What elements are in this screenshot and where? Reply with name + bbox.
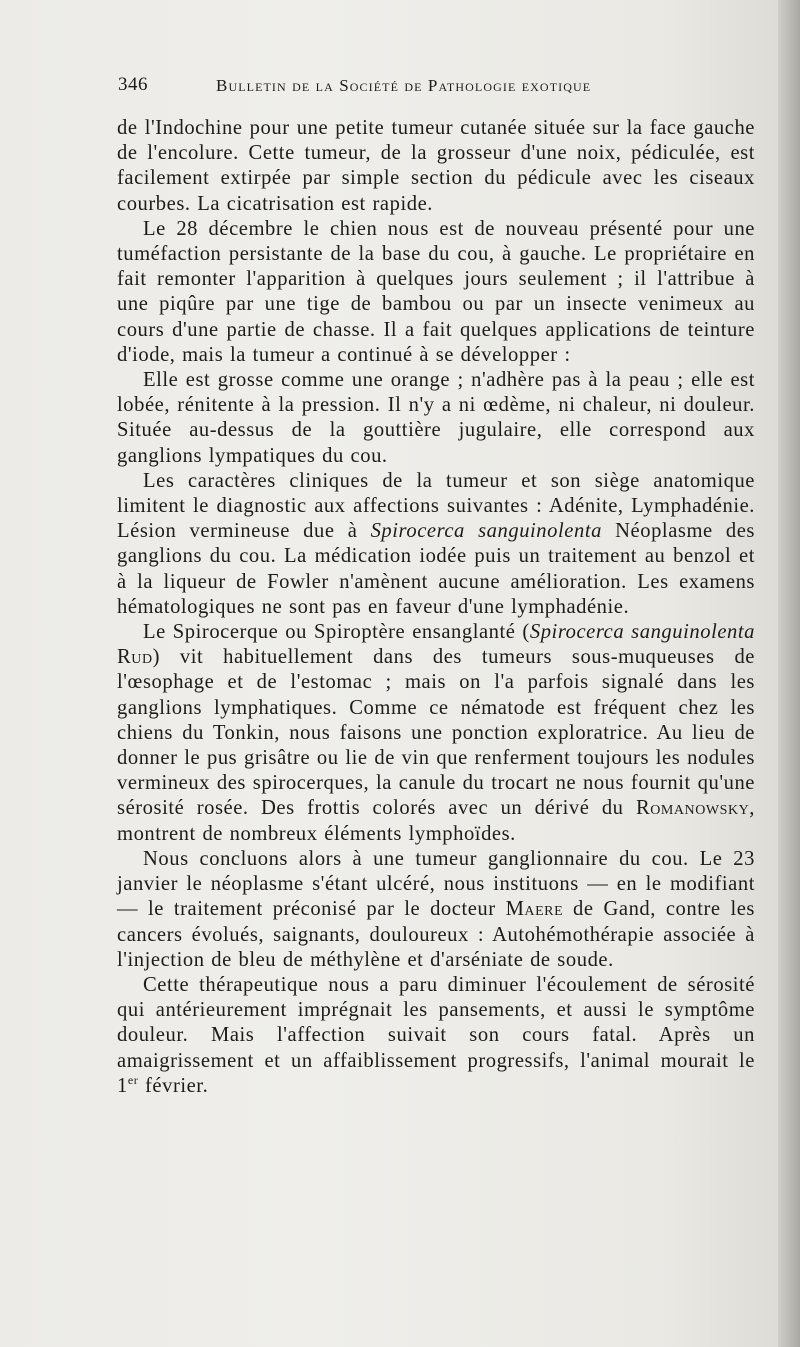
paragraph-4: [117, 469, 755, 620]
species-name: Spirocerca sanguinolenta: [370, 520, 602, 543]
page-number: 346: [118, 74, 148, 95]
paragraph-text: Néoplasme des ganglions du cou. La médication iodée puis un traitement au benzol et à la liqueur de Fowler n'amènent aucune amélioration. Les examens hématologiques ne sont pas en faveur d'une lymphadénie.: [117, 520, 755, 618]
paragraph-3: [117, 368, 755, 469]
paragraph-text: ) vit habituellement dans des tumeurs sous-muqueuses de l'œsophage et de l'estomac ; mais on l'a parfois signalé dans les ganglions lymphatiques. Comme ce nématode est fréquent chez les chiens du Tonkin, nous faisons une ponction exploratrice. Au lieu de donner le pus grisâtre ou lie de vin que renferment toujours les nodules vermineux des spirocerques, la canule du trocart ne nous fournit qu'une sérosité rosée. Des frottis colorés avec un dérivé du: [117, 646, 755, 820]
paragraph-2: [117, 217, 755, 368]
paragraph-7: [117, 973, 755, 1099]
paragraph-text: Les caractères cliniques de la tumeur et son siège anatomique limitent le diagnostic aux affections suivantes : Adénite, Lymphadénie. Lésion vermineuse due à: [117, 469, 755, 543]
paragraph-6: [117, 847, 755, 973]
ordinal-suffix: er: [127, 1072, 139, 1087]
paragraph-text: de Gand, contre les cancers évolués, saignants, douloureux : Autohémothérapie associée à l'injection de bleu de méthylène et d'arséniate de soude.: [117, 898, 755, 971]
article-body: [117, 116, 755, 1099]
paragraph-text: , montrent de nombreux éléments lymphoïdes.: [117, 797, 755, 845]
paragraph-text: de l'Indochine pour une petite tumeur cutanée située sur la face gauche de l'encolure. Cette tumeur, de la grosseur d'une noix, pédiculée, est facilement extirpée par simple section du pédicule avec les ciseaux courbes. La cicatrisation est rapide.: [117, 117, 755, 215]
paragraph-text: Le Spirocerque ou Spiroptère ensanglanté (: [143, 621, 530, 644]
page-edge: [778, 0, 800, 1347]
paragraph-text: février.: [138, 1074, 209, 1097]
paragraph-text: Nous concluons alors à une tumeur ganglionnaire du cou. Le 23 janvier le néoplasme s'étant ulcéré, nous instituons — en le modifiant — le traitement préconisé par le docteur: [117, 847, 755, 921]
running-head: Bulletin de la Société de Pathologie exotique: [216, 76, 592, 95]
person-name: Romanowsky: [635, 797, 750, 820]
author-name: Rud: [117, 646, 153, 669]
paragraph-5: [117, 620, 755, 847]
species-name: Spirocerca sanguinolenta: [529, 621, 756, 644]
paragraph-1: [117, 116, 755, 217]
paragraph-text: Elle est grosse comme une orange ; n'adhère pas à la peau ; elle est lobée, rénitente à la pression. Il n'y a ni œdème, ni chaleur, ni douleur. Située au-dessus de la gouttière jugulaire, elle correspond aux ganglions lympatiques du cou.: [117, 369, 755, 467]
page-header: [118, 74, 758, 100]
person-name: Maere: [505, 898, 564, 921]
paragraph-text: Cette thérapeutique nous a paru diminuer l'écoulement de sérosité qui antérieurement imprégnait les pansements, et aussi le symptôme douleur. Mais l'affection suivait son cours fatal. Après un amaigrissement et un affaiblissement progressifs, l'animal mourait le 1: [117, 973, 755, 1097]
paragraph-text: Le 28 décembre le chien nous est de nouveau présenté pour une tuméfaction persistante de la base du cou, à gauche. Le propriétaire en fait remonter l'apparition à quelques jours seulement ; il l'attribue à une piqûre par une tige de bambou ou par un insecte venimeux au cours d'une partie de chasse. Il a fait quelques applications de teinture d'iode, mais la tumeur a continué à se développer :: [117, 217, 755, 366]
